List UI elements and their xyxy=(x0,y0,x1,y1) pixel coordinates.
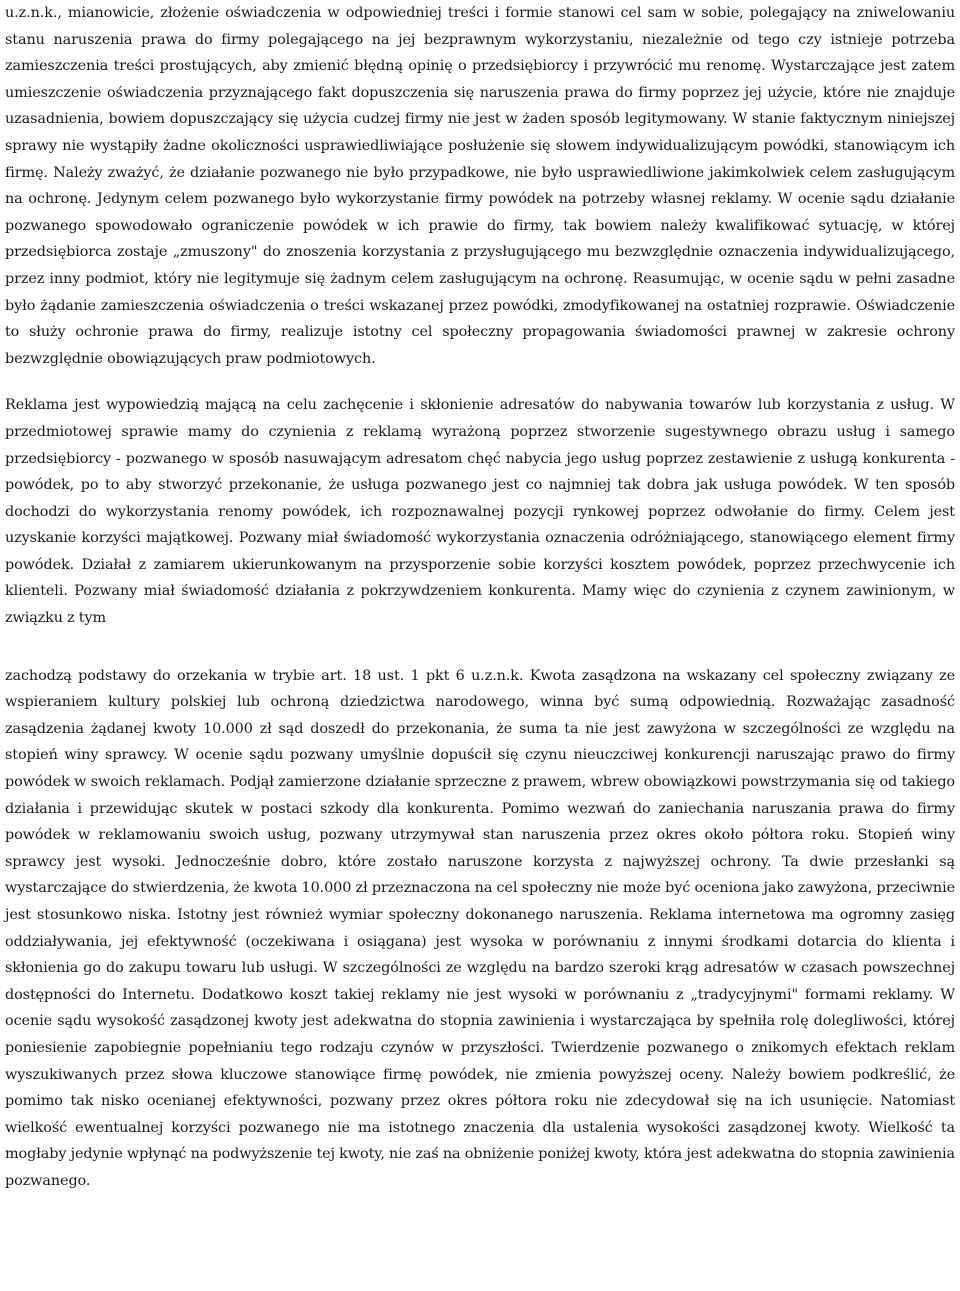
paragraph-2: Reklama jest wypowiedzią mającą na celu zachęcenie i skłonienie adresatów do nabywania towarów lub korzystania z usług. W przedmiotowej sprawie mamy do czynienia z reklamą wyrażoną poprzez stworzenie sugestywnego obrazu usług i samego przedsiębiorcy - pozwanego w sposób nasuwającym adresatom chęć nabycia jego usług poprzez zestawienie z usługą konkurenta - powódek, po to aby stworzyć przekonanie, że usługa pozwanego jest co najmniej tak dobra jak usługa powódek. W ten sposób dochodzi do wykorzystania renomy powódek, ich rozpoznawalnej pozycji rynkowej poprzez odwołanie do firmy. Celem jest uzyskanie korzyści majątkowej. Pozwany miał świadomość wykorzystania oznaczenia odróżniającego, stanowiącego element firmy powódek. Działał z zamiarem ukierunkowanym na przysporzenie sobie korzyści kosztem powódek, poprzez przechwycenie ich klienteli. Pozwany miał świadomość działania z pokrzywdzeniem konkurenta. Mamy więc do czynienia z czynem zawinionym, w związku z tym xyxy=(5,397,955,627)
document-page xyxy=(5,0,955,1195)
paragraph-3: zachodzą podstawy do orzekania w trybie art. 18 ust. 1 pkt 6 u.z.n.k. Kwota zasądzona na wskazany cel społeczny związany ze wspieraniem kultury polskiej lub ochroną dziedzictwa narodowego, winna być sumą odpowiednią. Rozważając zasadność zasądzenia żądanej kwoty 10.000 zł sąd doszedł do przekonania, że suma ta nie jest zawyżona w szczególności ze względu na stopień winy sprawcy. W ocenie sądu pozwany umyślnie dopuścił się czynu nieuczciwej konkurencji naruszając prawo do firmy powódek w swoich reklamach. Podjął zamierzone działanie sprzeczne z prawem, wbrew obowiązkowi powstrzymania się od takiego działania i przewidując skutek w postaci szkody dla konkurenta. Pomimo wezwań do zaniechania naruszania prawa do firmy powódek w reklamowaniu swoich usług, pozwany utrzymywał stan naruszenia przez okres około półtora roku. Stopień winy sprawcy jest wysoki. Jednocześnie dobro, które zostało naruszone korzysta z najwyższej ochrony. Ta dwie przesłanki są wystarczające do stwierdzenia, że kwota 10.000 zł przeznaczona na cel społeczny nie może być oceniona jako zawyżona, przeciwnie jest stosunkowo niska. Istotny jest również wymiar społeczny dokonanego naruszenia. Reklama internetowa ma ogromny zasięg oddziaływania, jej efektywność (oczekiwana i osiągana) jest wysoka w porównaniu z innymi środkami dotarcia do klienta i skłonienia go do zakupu towaru lub usługi. W szczególności ze względu na bardzo szeroki krąg adresatów w czasach powszechnej dostępności do Internetu. Dodatkowo koszt takiej reklamy nie jest wysoki w porównaniu z „tradycyjnymi" formami reklamy. W ocenie sądu wysokość zasądzonej kwoty jest adekwatna do stopnia zawinienia i wystarczająca by spełniła rolę dolegliwości, której poniesienie zapobiegnie popełnianiu tego rodzaju czynów w przyszłości. Twierdzenie pozwanego o znikomych efektach reklam wyszukiwanych przez słowa kluczowe stanowiące firmę powódek, nie zmienia powyższej oceny. Należy bowiem podkreślić, że pomimo tak nisko ocenianej efektywności, pozwany przez okres półtora roku nie zdecydował się na ich usunięcie. Natomiast wielkość ewentualnej korzyści pozwanego nie ma istotnego znaczenia dla ustalenia wysokości zasądzonej kwoty. Wielkość ta mogłaby jedynie wpłynąć na podwyższenie tej kwoty, nie zaś na obniżenie poniżej kwoty, która jest adekwatna do stopnia zawinienia pozwanego. xyxy=(5,667,955,1189)
paragraph-1: u.z.n.k., mianowicie, złożenie oświadczenia w odpowiedniej treści i formie stanowi cel sam w sobie, polegający na zniwelowaniu stanu naruszenia prawa do firmy polegającego na jej bezprawnym wykorzystaniu, niezależnie od tego czy istnieje potrzeba zamieszczenia treści prostujących, aby zmienić błędną opinię o przedsiębiorcy i przywrócić mu renomę. Wystarczające jest zatem umieszczenie oświadczenia przyznającego fakt dopuszczenia się naruszenia prawa do firmy poprzez jej użycie, które nie znajduje uzasadnienia, bowiem dopuszczający się użycia cudzej firmy nie jest w żaden sposób legitymowany. W stanie faktycznym niniejszej sprawy nie wystąpiły żadne okoliczności usprawiedliwiające posłużenie się słowem indywidualizującym powódki, stanowiącym ich firmę. Należy zważyć, że działanie pozwanego nie było przypadkowe, nie było usprawiedliwione jakimkolwiek celem zasługującym na ochronę. Jedynym celem pozwanego było wykorzystanie firmy powódek na potrzeby własnej reklamy. W ocenie sądu działanie pozwanego spowodowało ograniczenie powódek w ich prawie do firmy, tak bowiem należy kwalifikować sytuację, w której przedsiębiorca zostaje „zmuszony" do znoszenia korzystania z przysługującego mu bezwzględnie oznaczenia indywidualizującego, przez inny podmiot, który nie legitymuje się żadnym celem zasługującym na ochronę. Reasumując, w ocenie sądu w pełni zasadne było żądanie zamieszczenia oświadczenia o treści wskazanej przez powódki, zmodyfikowanej na ostatniej rozprawie. Oświadczenie to służy ochronie prawa do firmy, realizuje istotny cel społeczny propagowania świadomości prawnej w zakresie ochrony bezwzględnie obowiązujących praw podmiotowych. xyxy=(5,5,955,367)
